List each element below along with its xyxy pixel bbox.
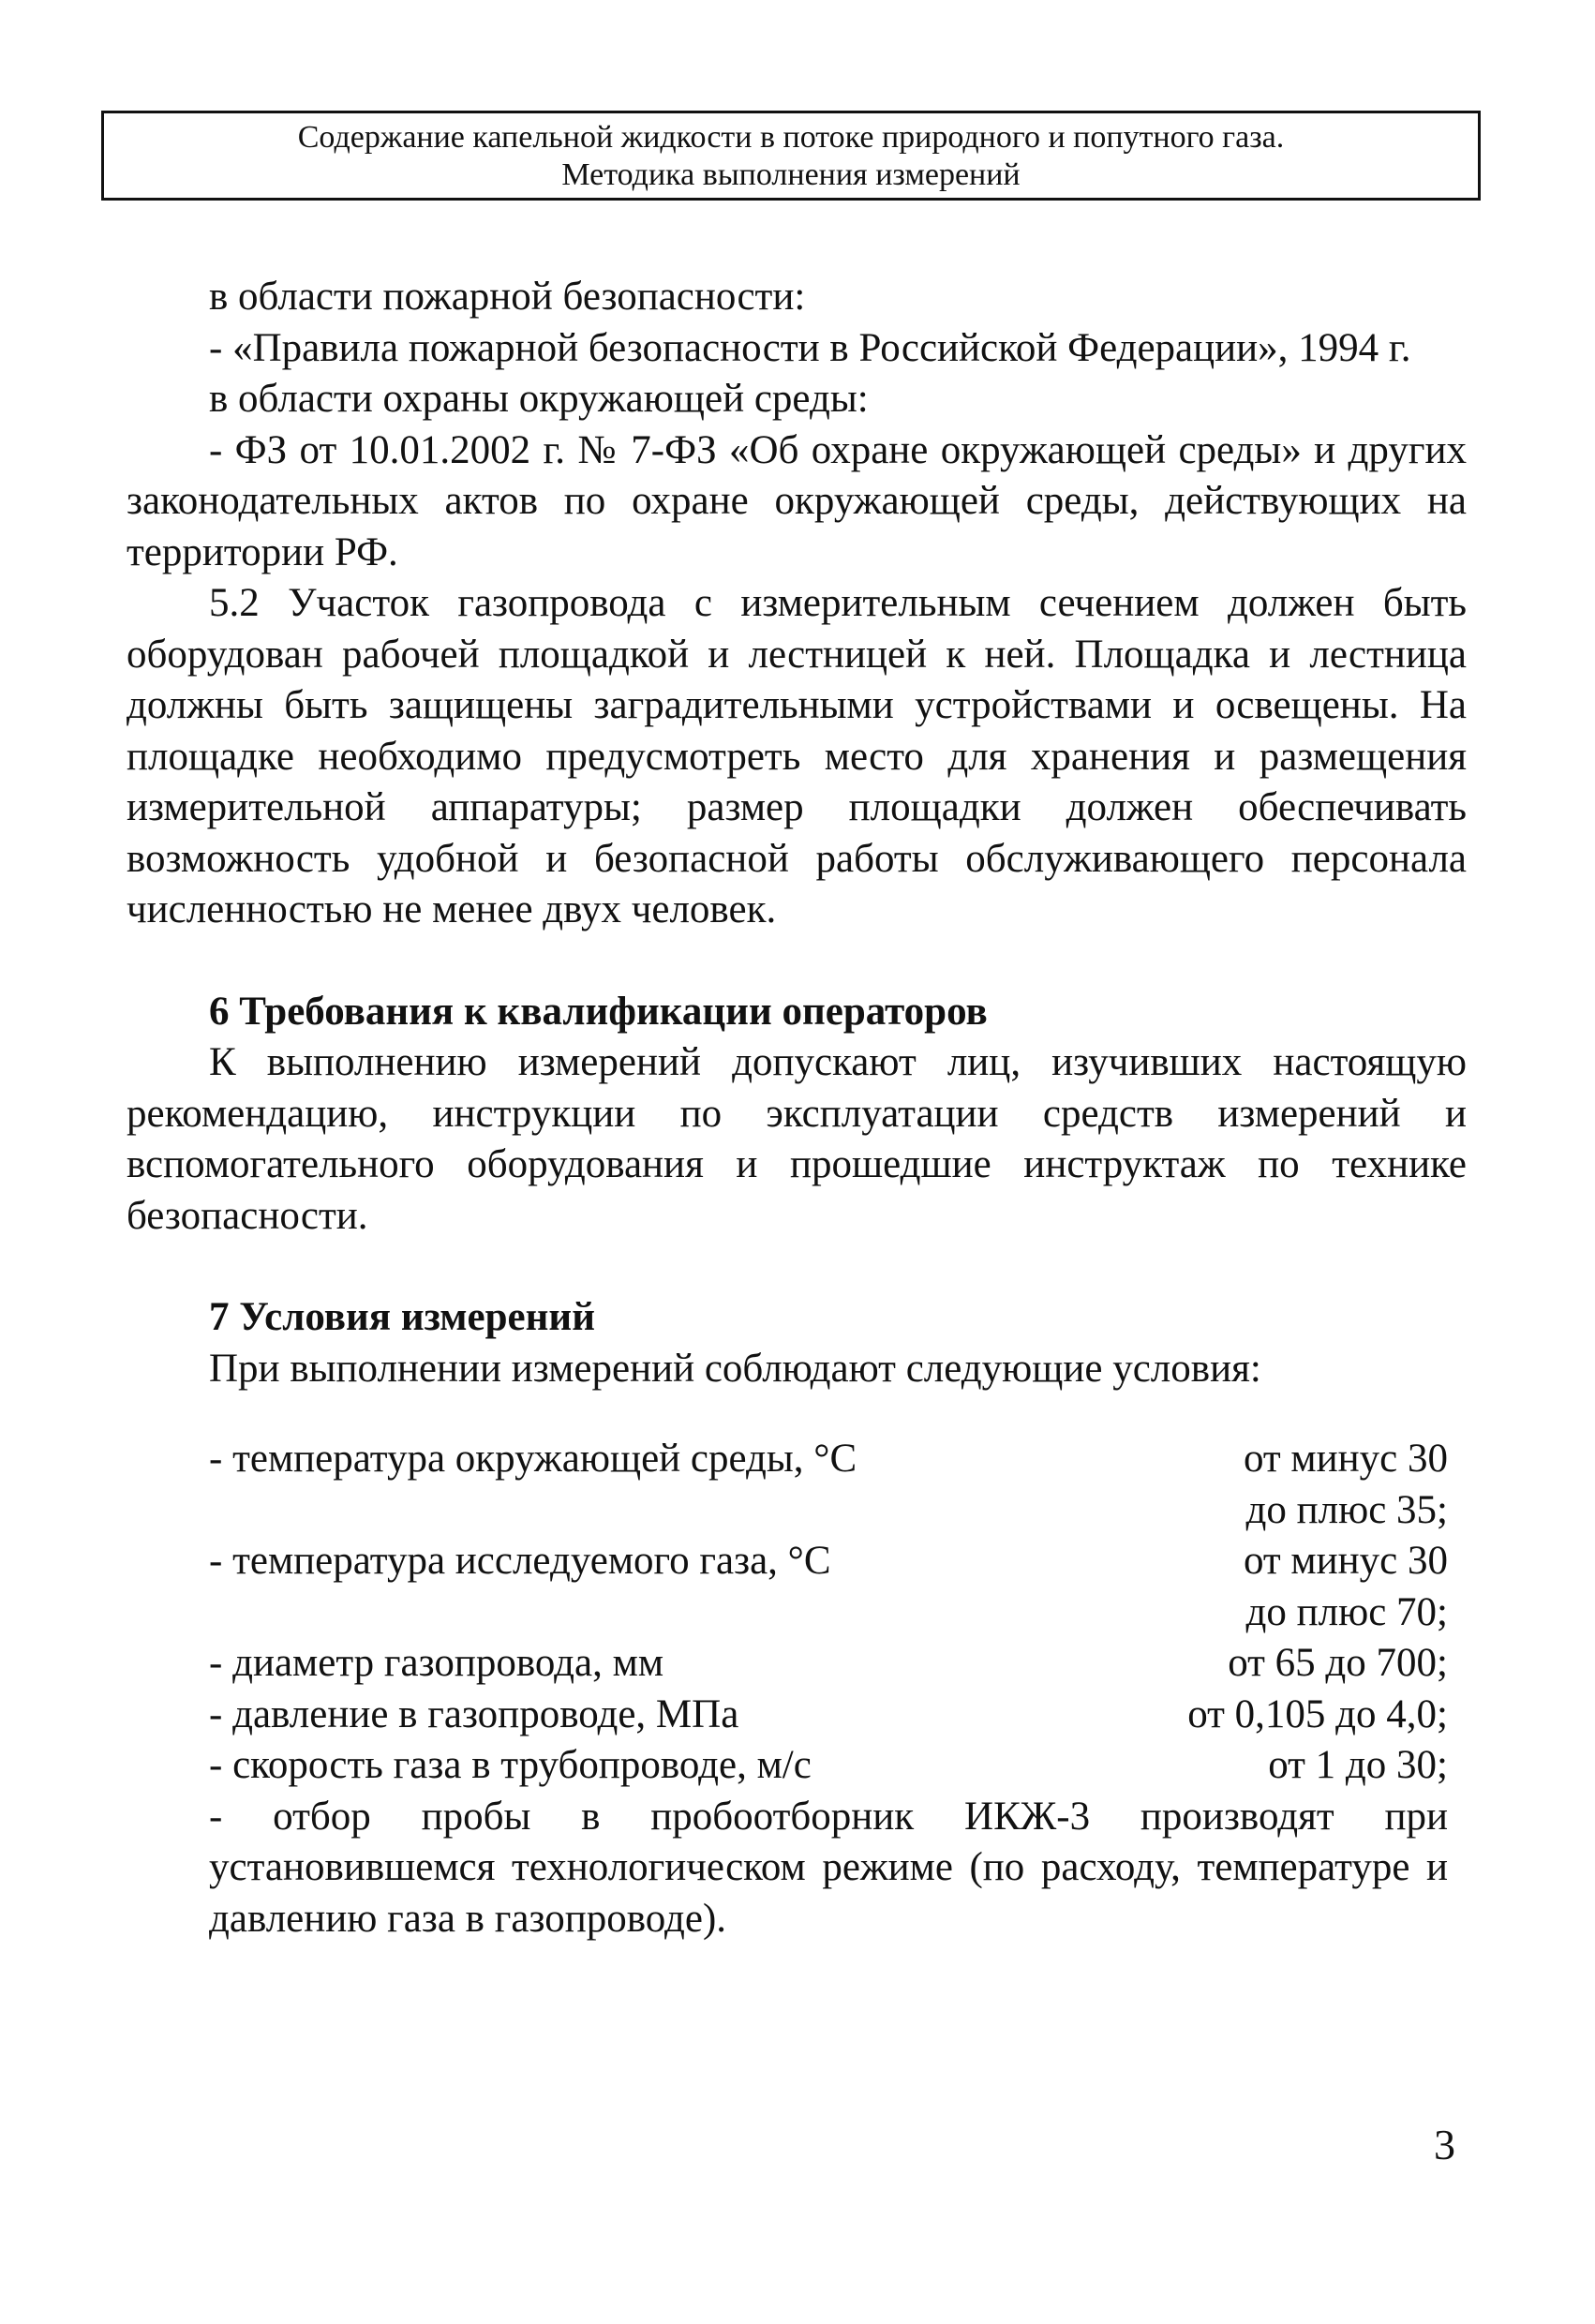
section-7-heading: 7 Условия измерений	[209, 1295, 595, 1339]
condition-range-from: от минус 30	[1243, 1437, 1448, 1481]
condition-range-value: от 1 до 30;	[1268, 1743, 1448, 1787]
condition-label: - диаметр газопровода, мм	[209, 1641, 664, 1685]
sampling-note: - отбор пробы в пробоотборник ИКЖ-3 производят при установившемся технологическом режиме (по расходу, температуре и давлению газа в газопроводе).	[209, 1794, 1448, 1941]
header-subtitle: Методика выполнения измерений	[561, 157, 1021, 192]
condition-range	[1228, 1638, 1467, 1690]
condition-range-from: от минус 30	[1243, 1539, 1448, 1583]
section-6-text: К выполнению измерений допускают лиц, изучивших настоящую рекомендацию, инструкции по эксплуатации средств измерений и вспомогательного оборудования и прошедшие инструктаж по технике безопасности.	[127, 1040, 1467, 1238]
section-7-intro: При выполнении измерений соблюдают следующие условия:	[209, 1346, 1261, 1391]
document-header	[101, 111, 1481, 201]
condition-range-value: от 65 до 700;	[1228, 1641, 1448, 1685]
section-6-heading: 6 Требования к квалификации операторов	[209, 989, 988, 1034]
condition-range	[1244, 1434, 1467, 1536]
condition-range	[1244, 1536, 1467, 1638]
page-number: 3	[1434, 2121, 1455, 2168]
condition-label: - температура окружающей среды, °С	[209, 1437, 857, 1481]
condition-row	[209, 1690, 1467, 1741]
conditions-list	[127, 1434, 1467, 1944]
environment-intro: в области охраны окружающей среды:	[209, 377, 869, 421]
header-title: Содержание капельной жидкости в потоке природного и попутного газа.	[297, 120, 1285, 155]
condition-range	[1187, 1690, 1467, 1741]
condition-range-to: до плюс 70;	[1245, 1589, 1448, 1634]
page-body	[127, 272, 1467, 1944]
condition-row	[209, 1434, 1467, 1536]
condition-range-to: до плюс 35;	[1245, 1487, 1448, 1532]
condition-label: - давление в газопроводе, МПа	[209, 1691, 739, 1736]
condition-row	[209, 1536, 1467, 1638]
fire-safety-intro: в области пожарной безопасности:	[209, 275, 806, 319]
clause-5-2: 5.2 Участок газопровода с измерительным сечением должен быть оборудован рабочей площадкой и лестницей к ней. Площадка и лестница должны быть защищены заградительными устройствами и освещены. На площадке необходимо предусмотреть место для хранения и размещения измерительной аппаратуры; размер площадки должен обеспечивать возможность удобной и безопасной работы обслуживающего персонала численностью не менее двух человек.	[127, 581, 1467, 931]
environment-rule: - ФЗ от 10.01.2002 г. № 7-ФЗ «Об охране окружающей среды» и других законодательных актов по охране окружающей среды, действующих на территории РФ.	[127, 427, 1467, 574]
condition-range	[1268, 1740, 1467, 1792]
condition-range-value: от 0,105 до 4,0;	[1187, 1691, 1448, 1736]
condition-row	[209, 1638, 1467, 1690]
condition-label: - скорость газа в трубопроводе, м/с	[209, 1743, 812, 1787]
condition-row	[209, 1740, 1467, 1792]
condition-label: - температура исследуемого газа, °С	[209, 1539, 831, 1583]
fire-safety-rule: - «Правила пожарной безопасности в Российской Федерации», 1994 г.	[209, 325, 1411, 370]
